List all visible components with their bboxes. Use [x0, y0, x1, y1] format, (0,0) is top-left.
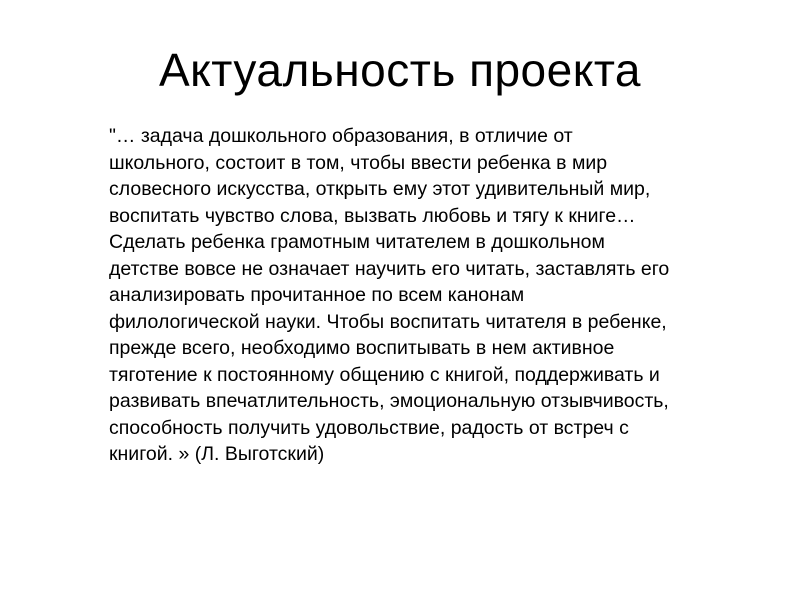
slide-title: Актуальность проекта: [158, 44, 642, 96]
quote-text: "… задача дошкольного образования, в отличие от школьного, состоит в том, чтобы ввести ребенка в мир словесного искусства, открыть ему этот удивительный мир, воспитать чувство слова, вызвать любовь и тягу к книге… Сделать ребенка грамотным читателем в дошкольном детстве вовсе не означает научить его читать, заставлять его анализировать прочитанное по всем канонам филологической науки. Чтобы воспитать читателя в ребенке, прежде всего, необходимо воспитывать в нем активное тяготение к постоянному общению с книгой, поддерживать и развивать впечатлительность, эмоциональную отзывчивость, способность получить удовольствие, радость от встреч с книгой. » (Л. Выготский): [109, 125, 670, 465]
